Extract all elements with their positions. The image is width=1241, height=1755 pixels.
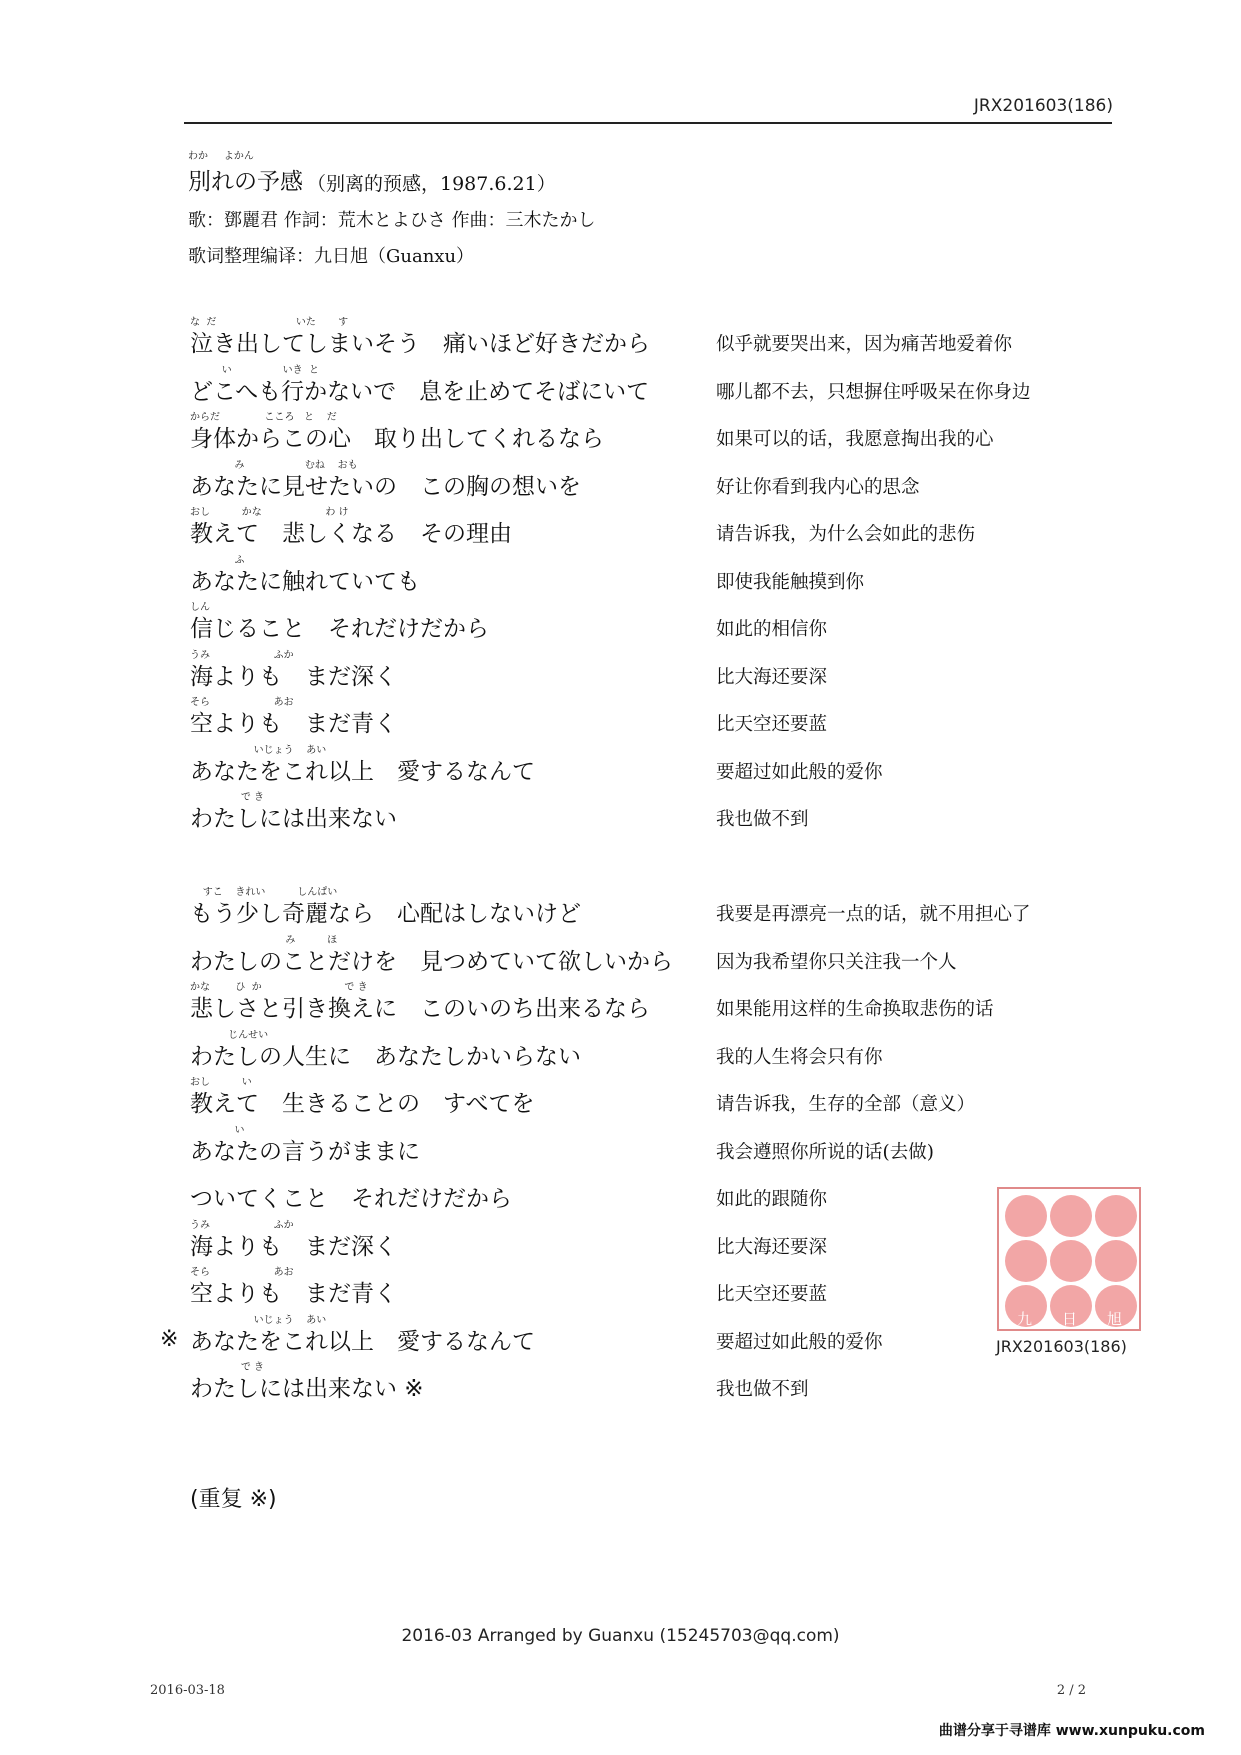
lyric-line xyxy=(190,981,1090,1029)
title-ruby: わか よかん xyxy=(188,151,254,162)
lyric-chinese: 我也做不到 xyxy=(716,1379,809,1400)
lyric-japanese: 教えて 生きることの すべてを xyxy=(190,1091,535,1117)
furigana: おし い xyxy=(190,1077,252,1088)
furigana: そら あお xyxy=(190,1267,294,1278)
furigana xyxy=(190,1171,1090,1184)
seal-dot xyxy=(1095,1240,1137,1282)
furigana: おし かな わ け xyxy=(190,507,349,518)
editor-line: 歌词整理编译：九日旭（Guanxu） xyxy=(188,246,475,267)
furigana: い xyxy=(190,1124,245,1136)
lyric-japanese: 悲しさと引き換えに このいのち出来るなら xyxy=(190,996,650,1022)
furigana: すこ きれい しんぱい xyxy=(190,887,338,898)
lyric-line xyxy=(190,1076,1090,1124)
furigana: そら あお xyxy=(190,697,294,708)
furigana: み むね おも xyxy=(190,459,358,471)
lyric-japanese: わたしの人生に あなたしかいらない xyxy=(190,1043,581,1070)
lyric-chinese: 我也做不到 xyxy=(716,809,809,830)
lyric-chinese: 如此的跟随你 xyxy=(716,1189,828,1210)
seal-code: JRX201603(186) xyxy=(996,1337,1127,1356)
lyric-chinese: 我要是再漂亮一点的话，就不用担心了 xyxy=(716,904,1031,925)
lyric-line xyxy=(190,744,1090,792)
furigana: で き xyxy=(190,792,265,803)
header-rule xyxy=(184,122,1112,124)
lyric-chinese: 如此的相信你 xyxy=(716,619,828,640)
furigana: からだ こころ と だ xyxy=(190,412,337,423)
lyric-japanese: あなたをこれ以上 愛するなんて xyxy=(190,758,535,785)
lyric-line xyxy=(190,506,1090,554)
seal-dot xyxy=(1050,1195,1092,1237)
lyric-chinese: 比大海还要深 xyxy=(716,666,828,688)
furigana: いじょう あい xyxy=(190,1314,327,1326)
seal-dot xyxy=(1005,1240,1047,1282)
lyric-japanese: 教えて 悲しくなる その理由 xyxy=(190,521,512,547)
header-code: JRX201603(186) xyxy=(973,96,1113,116)
furigana: しん xyxy=(190,602,210,613)
seal-dot xyxy=(1095,1195,1137,1237)
seal-dot xyxy=(1005,1195,1047,1237)
lyric-line xyxy=(190,1266,1090,1314)
lyric-chinese: 比天空还要蓝 xyxy=(716,1284,828,1305)
lyric-japanese: わたしには出来ない ※ xyxy=(190,1376,424,1402)
lyric-line xyxy=(190,601,1090,649)
lyric-line xyxy=(190,1171,1090,1219)
lyric-japanese: あなたに触れていても xyxy=(190,568,420,595)
credits-line: 歌：鄧麗君 作詞：荒木とよひさ 作曲：三木たかし xyxy=(188,210,596,231)
lyric-line xyxy=(190,364,1090,412)
furigana: うみ ふか xyxy=(190,1219,294,1231)
lyric-chinese: 我会遵照你所说的话(去做) xyxy=(716,1141,934,1163)
lyric-chinese: 比天空还要蓝 xyxy=(716,714,828,735)
furigana: ふ xyxy=(190,554,245,566)
furigana: うみ ふか xyxy=(190,649,294,661)
lyric-japanese: わたしには出来ない xyxy=(190,806,397,832)
lyric-chinese: 如果能用这样的生命换取悲伤的话 xyxy=(716,999,994,1020)
lyric-chinese: 我的人生将会只有你 xyxy=(716,1046,883,1068)
lyric-chinese: 即使我能触摸到你 xyxy=(716,571,865,593)
lyric-japanese: ついてくこと それだけだから xyxy=(190,1186,512,1212)
lyric-chinese: 比大海还要深 xyxy=(716,1236,828,1258)
lyric-japanese: 身体からこの心 取り出してくれるなら xyxy=(190,426,604,452)
lyric-japanese: どこへも行かないで 息を止めてそばにいて xyxy=(190,378,650,405)
lyric-line xyxy=(190,1361,1090,1409)
lyric-japanese: 泣き出してしまいそう 痛いほど好きだから xyxy=(190,331,650,357)
lyric-japanese: 空よりも まだ青く xyxy=(190,711,397,737)
seal-dot xyxy=(1050,1240,1092,1282)
seal-character: 九 xyxy=(1017,1310,1033,1328)
seal-character: 旭 xyxy=(1107,1310,1123,1328)
lyric-line xyxy=(190,791,1090,839)
lyric-line xyxy=(160,1314,1090,1362)
lyric-chinese: 似乎就要哭出来，因为痛苦地爱着你 xyxy=(716,334,1013,355)
lyric-line xyxy=(190,696,1090,744)
lyric-chinese: 好让你看到我内心的思念 xyxy=(716,476,920,498)
lyric-line xyxy=(190,1219,1090,1267)
lyric-chinese: 请告诉我，为什么会如此的悲伤 xyxy=(716,524,976,545)
seal-character: 日 xyxy=(1062,1310,1078,1328)
title-block xyxy=(188,150,595,268)
furigana: な だ いた す xyxy=(190,317,349,328)
lyric-japanese: 空よりも まだ青く xyxy=(190,1281,397,1307)
lyric-line xyxy=(190,554,1090,602)
lyric-chinese: 因为我希望你只关注我一个人 xyxy=(716,951,957,973)
furigana: い いき と xyxy=(190,364,320,376)
lyric-japanese: 海よりも まだ深く xyxy=(190,663,397,690)
furigana: み ほ xyxy=(190,934,338,946)
footer-arranged: 2016-03 Arranged by Guanxu (15245703@qq.com) xyxy=(401,1626,840,1646)
lyric-japanese: わたしのことだけを 見つめていて欲しいから xyxy=(190,948,673,975)
furigana: いじょう あい xyxy=(190,744,327,756)
lyric-line xyxy=(190,934,1090,982)
furigana: かな ひ か で き xyxy=(190,982,368,993)
furigana: じんせい xyxy=(190,1029,269,1041)
lyric-line xyxy=(190,459,1090,507)
lyric-chinese: 要超过如此般的爱你 xyxy=(716,761,883,783)
lyric-chinese: 要超过如此般的爱你 xyxy=(716,1331,883,1353)
lyric-chinese: 请告诉我，生存的全部（意义） xyxy=(716,1094,976,1115)
lyric-line xyxy=(190,316,1090,364)
lyric-japanese: あなたに見せたいの この胸の想いを xyxy=(190,473,581,500)
footer-page-number: 2 / 2 xyxy=(1056,1683,1086,1698)
lyric-line xyxy=(190,411,1090,459)
furigana: で き xyxy=(190,1362,265,1373)
lyric-chinese: 如果可以的话，我愿意掏出我的心 xyxy=(716,429,994,450)
lyric-japanese: あなたの言うがままに xyxy=(190,1138,420,1165)
lyric-japanese: 海よりも まだ深く xyxy=(190,1233,397,1260)
lyric-line xyxy=(190,1029,1090,1077)
lyric-japanese: 信じること それだけだから xyxy=(190,616,489,642)
song-subtitle: （别离的预感，1987.6.21） xyxy=(307,173,556,195)
lyric-line xyxy=(190,886,1090,934)
lyric-line xyxy=(190,649,1090,697)
footer-site-watermark: 曲谱分享于寻谱库 www.xunpuku.com xyxy=(938,1723,1205,1739)
lyric-japanese: もう少し奇麗なら 心配はしないけど xyxy=(190,901,581,927)
lyric-japanese: あなたをこれ以上 愛するなんて xyxy=(190,1328,535,1355)
repeat-note: (重复 ※) xyxy=(190,1487,277,1512)
footer-date: 2016-03-18 xyxy=(150,1683,225,1698)
lyric-chinese: 哪儿都不去，只想摒住呼吸呆在你身边 xyxy=(716,381,1031,403)
lyric-line xyxy=(190,1124,1090,1172)
repeat-mark: ※ xyxy=(160,1326,179,1352)
seal-stamp xyxy=(997,1187,1141,1331)
song-title: 別れの予感 xyxy=(188,169,303,195)
